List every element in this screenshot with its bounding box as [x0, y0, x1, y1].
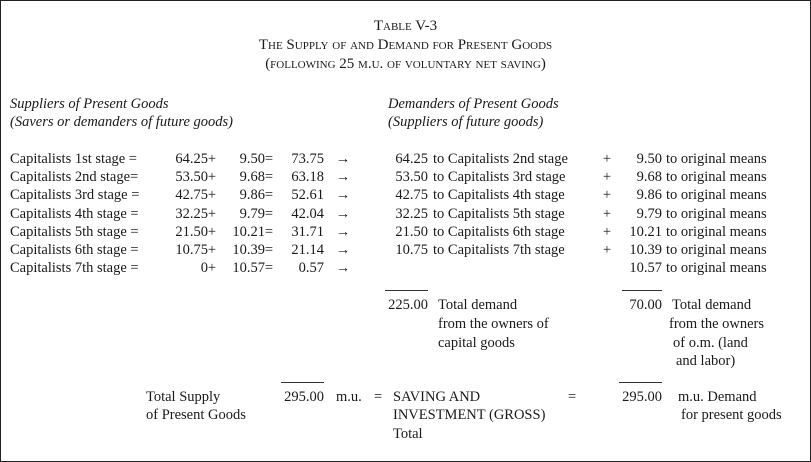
table-note: (following 25 m.u. of voluntary net saving) — [265, 56, 546, 72]
demanders-header: Demanders of Present Goods — [388, 96, 559, 112]
row-plus-sign: + — [207, 224, 217, 240]
row-arrow: → — [335, 206, 351, 222]
row-om-amount: 9.68 — [239, 169, 265, 185]
row-equals-sign: = — [264, 187, 274, 203]
row-om-amount: 9.86 — [239, 187, 265, 203]
row-to-capital-amount: 32.25 — [395, 206, 428, 222]
saving-label-1: SAVING AND — [393, 389, 481, 405]
row-label: Capitalists 2nd stage= — [10, 169, 139, 185]
row-to-om-amount: 10.21 — [629, 224, 662, 240]
row-plus-sign: + — [207, 151, 217, 167]
row-capital-amount: 0 — [200, 260, 208, 276]
row-plus-om: + — [602, 224, 612, 240]
row-total: 42.04 — [291, 206, 324, 222]
row-om-amount: 10.57 — [232, 260, 265, 276]
row-to-capital-amount: 64.25 — [395, 151, 428, 167]
row-to-om-amount: 10.57 — [629, 260, 662, 276]
row-plus-sign: + — [207, 242, 217, 258]
row-label: Capitalists 5th stage = — [10, 224, 139, 240]
row-capital-amount: 10.75 — [175, 242, 208, 258]
row-to-om-label: to original means — [666, 206, 767, 222]
row-equals-sign: = — [264, 206, 274, 222]
row-total: 73.75 — [291, 151, 324, 167]
table-subtitle: The Supply of and Demand for Present Goods — [258, 37, 553, 53]
row-to-capital-amount: 53.50 — [395, 169, 428, 185]
capital-total-value: 225.00 — [388, 297, 428, 313]
rule-capital-total — [385, 290, 428, 291]
row-arrow: → — [335, 169, 351, 185]
row-label: Capitalists 7th stage = — [10, 260, 139, 276]
row-label: Capitalists 1st stage = — [10, 151, 137, 167]
capital-total-label-2: from the owners of — [438, 316, 549, 332]
om-total-label-1: Total demand — [672, 297, 752, 313]
row-total: 63.18 — [291, 169, 324, 185]
equals-1: = — [374, 389, 383, 405]
row-total: 52.61 — [291, 187, 324, 203]
row-om-amount: 9.79 — [239, 206, 265, 222]
row-capital-amount: 64.25 — [175, 151, 208, 167]
table-title: Table V-3 — [373, 18, 438, 34]
row-to-om-amount: 9.86 — [636, 187, 662, 203]
row-to-om-amount: 9.50 — [636, 151, 662, 167]
row-label: Capitalists 4th stage = — [10, 206, 139, 222]
supply-label-2: of Present Goods — [146, 407, 246, 423]
row-plus-sign: + — [207, 169, 217, 185]
row-to-capital-label: to Capitalists 5th stage — [433, 206, 565, 222]
row-to-om-amount: 10.39 — [629, 242, 662, 258]
row-total: 21.14 — [291, 242, 324, 258]
suppliers-subheader: (Savers or demanders of future goods) — [10, 114, 233, 130]
row-equals-sign: = — [264, 169, 274, 185]
row-to-capital-label: to Capitalists 4th stage — [433, 187, 565, 203]
row-to-om-label: to original means — [666, 224, 767, 240]
capital-total-label-1: Total demand — [438, 297, 518, 313]
row-plus-om: + — [602, 187, 612, 203]
row-to-om-label: to original means — [666, 260, 767, 276]
row-arrow: → — [335, 260, 351, 276]
row-capital-amount: 32.25 — [175, 206, 208, 222]
row-plus-om: + — [602, 206, 612, 222]
row-to-om-amount: 9.79 — [636, 206, 662, 222]
row-equals-sign: = — [264, 260, 274, 276]
om-total-label-2: from the owners — [669, 316, 765, 332]
row-to-capital-label: to Capitalists 7th stage — [433, 242, 565, 258]
om-total-label-4: and labor) — [676, 353, 736, 369]
suppliers-header: Suppliers of Present Goods — [10, 96, 169, 112]
supply-label-1: Total Supply — [146, 389, 221, 405]
row-to-capital-amount: 21.50 — [395, 224, 428, 240]
row-om-amount: 9.50 — [239, 151, 265, 167]
row-to-om-label: to original means — [666, 169, 767, 185]
row-om-amount: 10.39 — [232, 242, 265, 258]
row-plus-sign: + — [207, 260, 217, 276]
demanders-subheader: (Suppliers of future goods) — [388, 114, 544, 130]
supply-value: 295.00 — [284, 389, 324, 405]
row-capital-amount: 53.50 — [175, 169, 208, 185]
row-plus-om: + — [602, 151, 612, 167]
row-capital-amount: 42.75 — [175, 187, 208, 203]
rule-supply-total — [281, 382, 324, 383]
row-equals-sign: = — [264, 224, 274, 240]
row-arrow: → — [335, 242, 351, 258]
row-plus-sign: + — [207, 206, 217, 222]
row-to-om-label: to original means — [666, 187, 767, 203]
om-total-value: 70.00 — [629, 297, 662, 313]
row-to-om-amount: 9.68 — [636, 169, 662, 185]
row-total: 0.57 — [298, 260, 324, 276]
row-to-capital-amount: 42.75 — [395, 187, 428, 203]
row-equals-sign: = — [264, 242, 274, 258]
row-to-capital-label: to Capitalists 3rd stage — [433, 169, 566, 185]
saving-label-3: Total — [393, 426, 423, 442]
row-plus-sign: + — [207, 187, 217, 203]
row-total: 31.71 — [291, 224, 324, 240]
om-total-label-3: of o.m. (land — [673, 335, 748, 351]
row-to-om-label: to original means — [666, 151, 767, 167]
row-to-capital-label: to Capitalists 6th stage — [433, 224, 565, 240]
rule-demand-total — [619, 382, 662, 383]
row-label: Capitalists 6th stage = — [10, 242, 139, 258]
row-capital-amount: 21.50 — [175, 224, 208, 240]
row-label: Capitalists 3rd stage = — [10, 187, 140, 203]
row-equals-sign: = — [264, 151, 274, 167]
row-to-capital-label: to Capitalists 2nd stage — [433, 151, 568, 167]
row-plus-om: + — [602, 242, 612, 258]
row-arrow: → — [335, 151, 351, 167]
supply-unit: m.u. — [336, 389, 362, 405]
saving-label-2: INVESTMENT (GROSS) — [393, 407, 546, 423]
demand-label-2: for present goods — [681, 407, 782, 423]
row-om-amount: 10.21 — [232, 224, 265, 240]
equals-2: = — [568, 389, 577, 405]
demand-value: 295.00 — [622, 389, 662, 405]
row-to-om-label: to original means — [666, 242, 767, 258]
row-plus-om: + — [602, 169, 612, 185]
demand-label-1: m.u. Demand — [678, 389, 757, 405]
capital-total-label-3: capital goods — [438, 335, 515, 351]
row-arrow: → — [335, 187, 351, 203]
row-arrow: → — [335, 224, 351, 240]
rule-om-total — [622, 290, 662, 291]
row-to-capital-amount: 10.75 — [395, 242, 428, 258]
